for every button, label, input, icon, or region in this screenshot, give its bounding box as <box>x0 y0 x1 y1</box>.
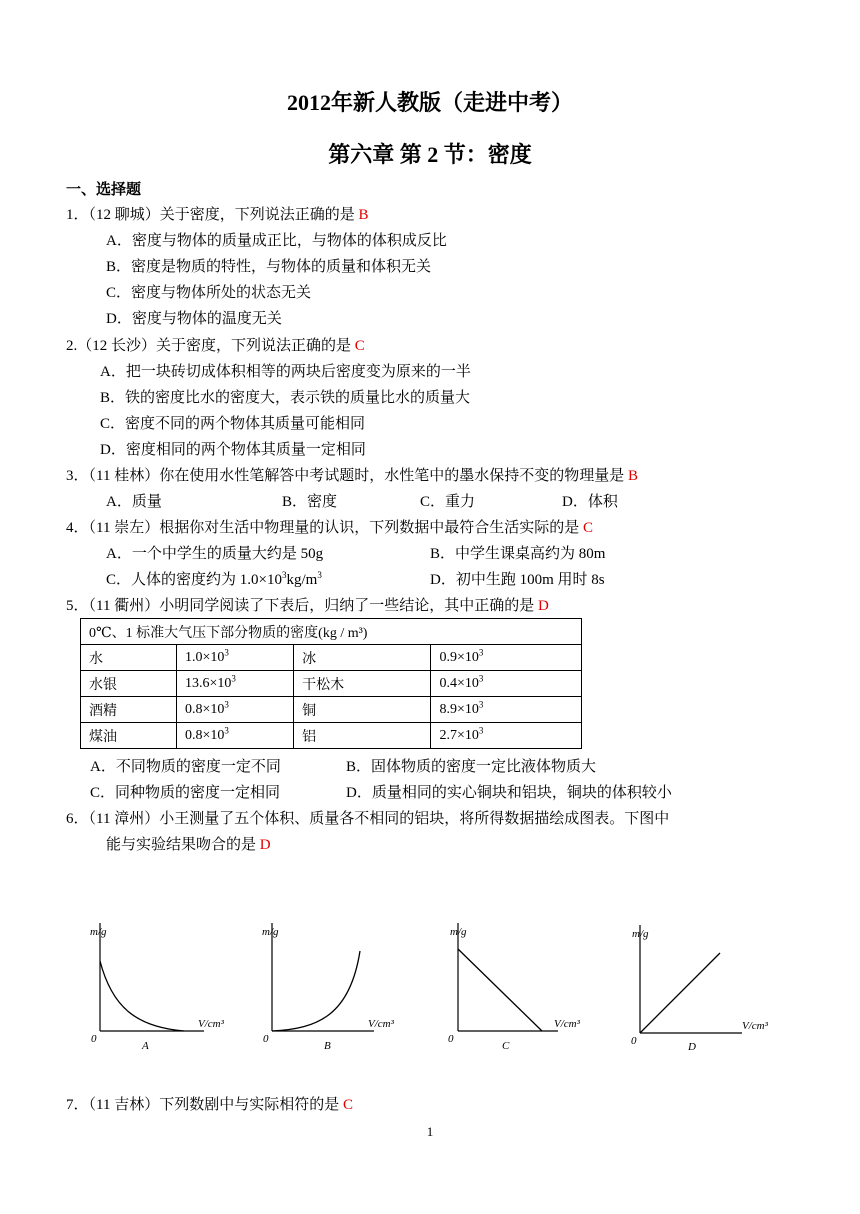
graph-c-ylabel: m/g <box>450 926 467 938</box>
graph-a-ylabel: m/g <box>90 926 107 938</box>
question-3-option-b: B．密度 <box>282 494 338 510</box>
question-6-answer: D <box>259 837 271 853</box>
graph-b-label: B <box>324 1040 331 1052</box>
graph-a-label: A <box>142 1040 149 1052</box>
substance-name: 水银 <box>81 671 177 697</box>
substance-name: 铜 <box>294 697 431 723</box>
density-value: $0.8\times 10^3$ <box>176 697 293 723</box>
question-1-answer: B <box>358 207 369 223</box>
question-6-stem-line-1: 6．（11 漳州）小王测量了五个体积、质量各不相同的铝块，将所得数据描绘成图表。下图中 <box>66 811 670 827</box>
density-value: $8.9\times 10^3$ <box>431 697 582 723</box>
graph-d-xlabel: V/cm³ <box>742 1020 768 1032</box>
document-title: 2012年新人教版（走进中考） <box>286 90 573 115</box>
density-value: $0.9\times 10^3$ <box>431 645 582 671</box>
graph-d-label: D <box>688 1041 696 1053</box>
question-5-option-c: C．同种物质的密度一定相同 <box>90 785 281 801</box>
density-table <box>80 618 582 749</box>
graph-a-xlabel: V/cm³ <box>198 1018 224 1030</box>
graph-b-origin: 0 <box>263 1033 269 1045</box>
graph-d-origin: 0 <box>631 1035 637 1047</box>
density-value: $2.7\times 10^3$ <box>431 723 582 749</box>
density-value: $0.8\times 10^3$ <box>176 723 293 749</box>
substance-name: 酒精 <box>81 697 177 723</box>
substance-name: 煤油 <box>81 723 177 749</box>
question-6-stem-line-2: 能与实验结果吻合的是 D <box>106 837 271 853</box>
question-1-option-a: A．密度与物体的质量成正比，与物体的体积成反比 <box>106 233 447 249</box>
question-4-option-d: D．初中生跑 100m 用时 8s <box>430 572 605 588</box>
graph-c-xlabel: V/cm³ <box>554 1018 580 1030</box>
question-1-option-b: B．密度是物质的特性，与物体的质量和体积无关 <box>106 259 432 275</box>
substance-name: 干松木 <box>294 671 431 697</box>
question-5-answer: D <box>537 598 549 614</box>
question-3-option-c: C．重力 <box>420 494 476 510</box>
question-7-answer: C <box>342 1097 353 1113</box>
question-7-stem: 7．（11 吉林）下列数剧中与实际相符的是 C <box>66 1097 353 1113</box>
page-number: 1 <box>426 1124 434 1139</box>
table-row <box>81 723 582 749</box>
question-1-stem: 1．（12 聊城）关于密度，下列说法正确的是 B <box>66 207 369 223</box>
question-2-option-c: C．密度不同的两个物体其质量可能相同 <box>100 416 366 432</box>
graph-b-xlabel: V/cm³ <box>368 1018 394 1030</box>
question-1-option-d: D．密度与物体的温度无关 <box>106 311 282 327</box>
substance-name: 冰 <box>294 645 431 671</box>
substance-name: 铝 <box>294 723 431 749</box>
graph-a <box>86 915 226 1055</box>
table-row <box>81 645 582 671</box>
question-1-option-c: C．密度与物体所处的状态无关 <box>106 285 312 301</box>
question-2-stem: 2.（12 长沙）关于密度，下列说法正确的是 C <box>66 338 365 354</box>
graph-c <box>446 915 586 1055</box>
table-row <box>81 671 582 697</box>
question-4-option-b: B．中学生课桌高约为 80m <box>430 546 606 562</box>
question-5-stem: 5．（11 衢州）小明同学阅读了下表后，归纳了一些结论，其中正确的是 D <box>66 598 549 614</box>
section-heading: 一、选择题 <box>66 182 142 198</box>
graph-b-ylabel: m/g <box>262 926 279 938</box>
graph-a-origin: 0 <box>91 1033 97 1045</box>
question-4-option-a: A．一个中学生的质量大约是 50g <box>106 546 324 562</box>
question-5-option-b: B．固体物质的密度一定比液体物质大 <box>346 759 597 775</box>
question-2-answer: C <box>354 338 365 354</box>
graph-b <box>258 915 398 1055</box>
question-2-option-a: A．把一块砖切成体积相等的两块后密度变为原来的一半 <box>100 364 471 380</box>
table-caption: 0℃、1 标准大气压下部分物质的密度(kg / m³) <box>81 619 582 645</box>
question-3-option-a: A．质量 <box>106 494 162 510</box>
question-4-option-c: C．人体的密度约为 $1.0\times 10^3kg/m^3$ <box>106 570 322 588</box>
question-3-answer: B <box>627 468 638 484</box>
question-3-option-d: D．体积 <box>562 494 618 510</box>
graph-c-label: C <box>502 1040 510 1052</box>
question-4-stem: 4．（11 崇左）根据你对生活中物理量的认识，下列数据中最符合生活实际的是 C <box>66 520 593 536</box>
density-value: $0.4\times 10^3$ <box>431 671 582 697</box>
question-2-option-d: D．密度相同的两个物体其质量一定相同 <box>100 442 366 458</box>
document-subtitle: 第六章 第 2 节：密度 <box>328 142 532 167</box>
graph-d <box>626 915 776 1055</box>
question-5-option-a: A．不同物质的密度一定不同 <box>90 759 281 775</box>
question-5-option-d: D．质量相同的实心铜块和铝块，铜块的体积较小 <box>346 785 672 801</box>
substance-name: 水 <box>81 645 177 671</box>
table-row <box>81 697 582 723</box>
question-3-stem: 3．（11 桂林）你在使用水性笔解答中考试题时，水性笔中的墨水保持不变的物理量是 B <box>66 468 638 484</box>
question-4-answer: C <box>582 520 593 536</box>
table-caption-row <box>81 619 582 645</box>
graph-c-origin: 0 <box>448 1033 454 1045</box>
graph-d-ylabel: m/g <box>632 928 649 940</box>
density-value: $1.0\times 10^3$ <box>176 645 293 671</box>
density-value: $13.6\times 10^3$ <box>176 671 293 697</box>
question-2-option-b: B．铁的密度比水的密度大，表示铁的质量比水的质量大 <box>100 390 471 406</box>
